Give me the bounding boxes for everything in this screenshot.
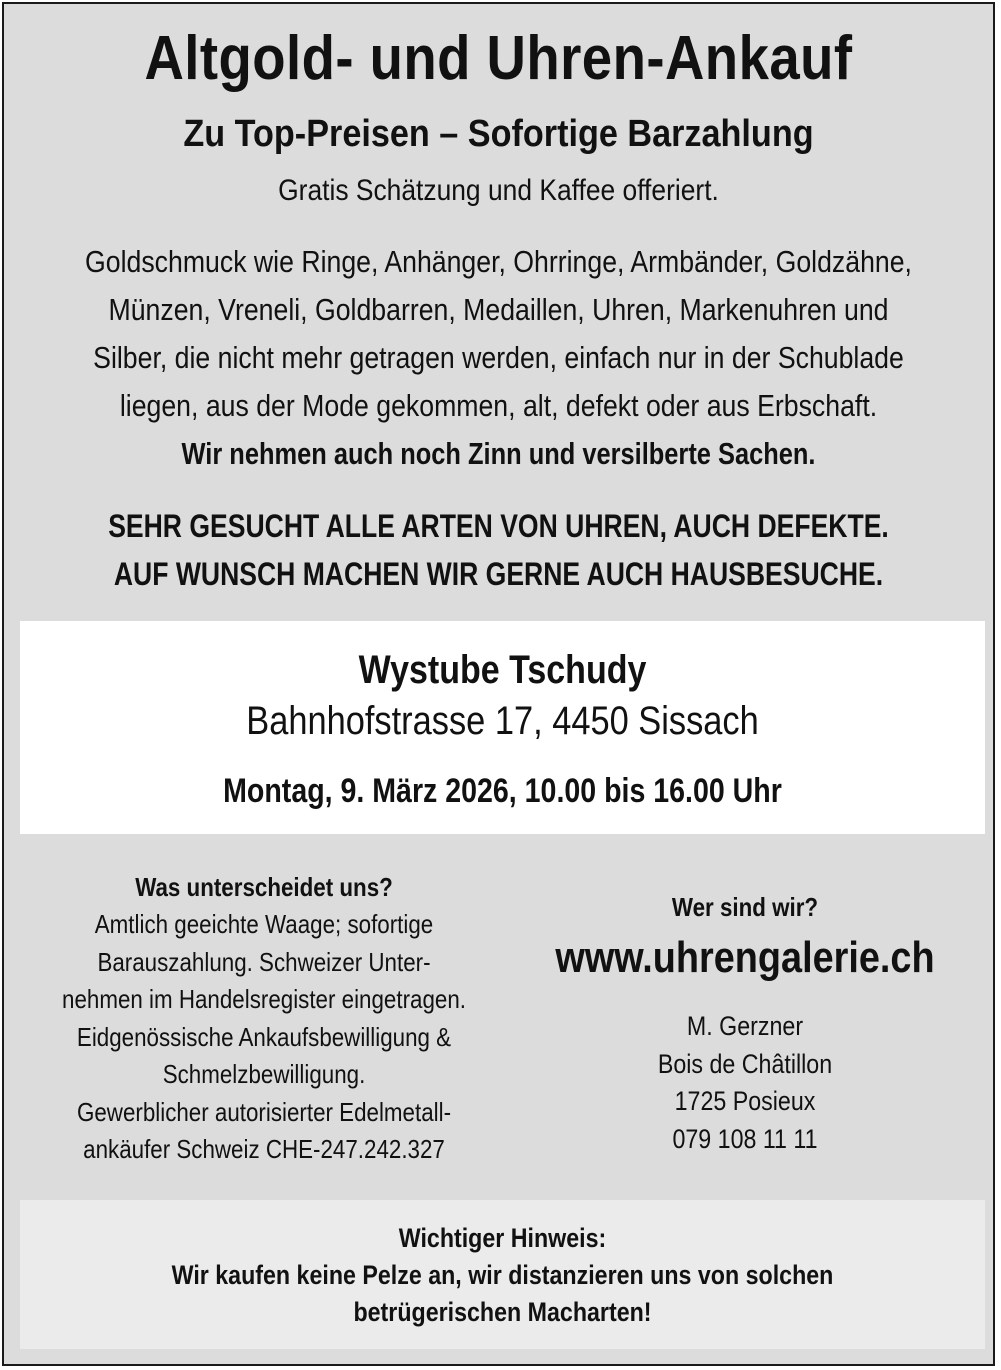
caps-line-house-visits: AUF WUNSCH MACHEN WIR GERNE AUCH HAUSBESUCHE. <box>113 556 884 592</box>
venue-name: Wystube Tschudy <box>358 648 647 692</box>
description-line: liegen, aus der Mode gekommen, alt, defekt oder aus Erbschaft. <box>119 388 878 423</box>
differentiators-line: Barauszahlung. Schweizer Unter- <box>97 946 431 977</box>
advertisement <box>2 2 995 1366</box>
contact-column <box>504 886 986 1158</box>
differentiators-line: Eidgenössische Ankaufsbewilligung & <box>76 1021 452 1052</box>
ad-subtitle: Zu Top-Preisen – Sofortige Barzahlung <box>183 113 814 155</box>
notice-text <box>20 1257 985 1331</box>
description-line: Silber, die nicht mehr getragen werden, einfach nur in der Schublade <box>93 340 904 375</box>
contact-street: Bois de Châtillon <box>657 1048 833 1079</box>
description-bold-line: Wir nehmen auch noch Zinn und versilberte Sachen. <box>181 436 816 471</box>
description-line: Münzen, Vreneli, Goldbarren, Medaillen, Uhren, Markenuhren und <box>108 292 889 327</box>
differentiators-column <box>20 868 508 1169</box>
ad-title: Altgold- und Uhren-Ankauf <box>144 24 853 93</box>
notice-line: betrügerischen Macharten! <box>353 1297 652 1327</box>
differentiators-line: ankäufer Schweiz CHE-247.242.327 <box>83 1134 445 1164</box>
differentiators-line: nehmen im Handelsregister eingetragen. <box>62 984 466 1014</box>
contact-address <box>504 1008 986 1158</box>
venue-box <box>20 621 985 834</box>
contact-name: M. Gerzner <box>686 1011 804 1041</box>
contact-heading: Wer sind wir? <box>671 892 819 922</box>
differentiators-line: Gewerblicher autorisierter Edelmetall- <box>76 1096 452 1127</box>
differentiators-line: Amtlich geeichte Waage; sofortige <box>94 909 434 939</box>
website-link[interactable]: www.uhrengalerie.ch <box>555 933 935 982</box>
venue-date: Montag, 9. März 2026, 10.00 bis 16.00 Uhr <box>223 772 782 810</box>
contact-phone: 079 108 11 11 <box>672 1123 818 1154</box>
description-paragraph <box>14 238 983 478</box>
differentiators-heading: Was unterscheidet uns? <box>135 872 393 902</box>
caps-announcement <box>4 502 993 598</box>
notice-line: Wir kaufen keine Pelze an, wir distanzieren uns von solchen <box>171 1260 834 1290</box>
notice-heading: Wichtiger Hinweis: <box>398 1223 607 1253</box>
venue-address: Bahnhofstrasse 17, 4450 Sissach <box>246 699 759 743</box>
contact-city: 1725 Posieux <box>674 1086 816 1116</box>
gratis-offer: Gratis Schätzung und Kaffee offeriert. <box>278 174 719 207</box>
description-line: Goldschmuck wie Ringe, Anhänger, Ohrringe, Armbänder, Goldzähne, <box>85 244 912 279</box>
notice-box <box>20 1200 985 1349</box>
differentiators-line: Schmelzbewilligung. <box>162 1059 366 1089</box>
caps-line-watches: SEHR GESUCHT ALLE ARTEN VON UHREN, AUCH DEFEKTE. <box>108 508 889 544</box>
